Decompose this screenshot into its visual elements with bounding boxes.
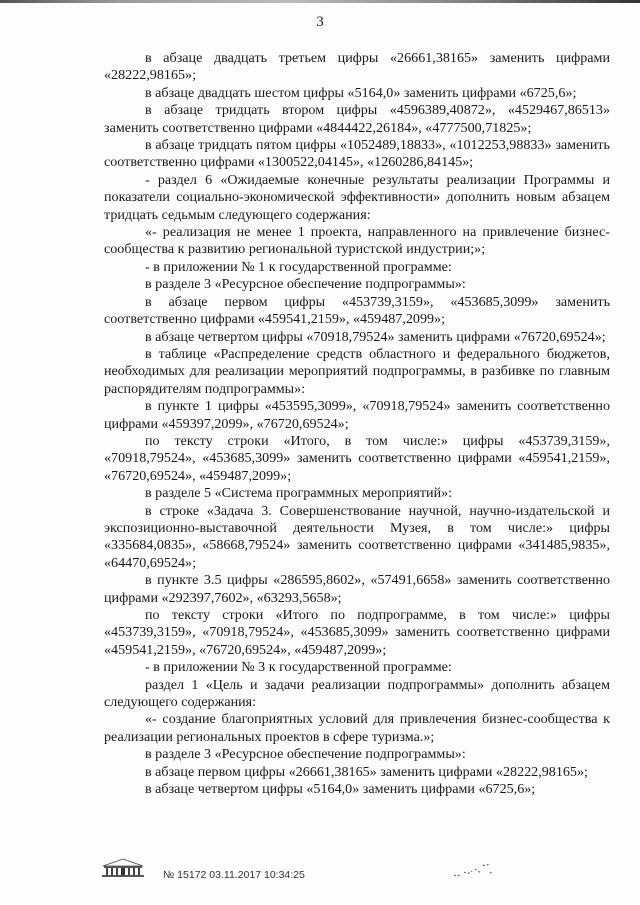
- page-number: 3: [316, 14, 324, 30]
- paragraph: в абзаце двадцать шестом цифры «5164,0» заменить цифрами «6725,6»;: [145, 84, 577, 101]
- paragraph: в абзаце первом цифры «26661,38165» заменить цифрами «28222,98165»;: [145, 763, 588, 780]
- paragraph: в разделе 5 «Система программных мероприятий»:: [145, 485, 453, 502]
- paragraph: в пункте 1 цифры «453595,3099», «70918,79524» заменить соответственно цифрами «459397,2099», «76720,69524»;: [104, 398, 610, 432]
- building-icon: [100, 858, 146, 880]
- document-body: [104, 50, 610, 798]
- paragraph: в абзаце четвертом цифры «5164,0» заменить цифрами «6725,6»;: [145, 781, 536, 798]
- paragraph: раздел 1 «Цель и задачи реализации подпрограммы» дополнить абзацем следующего содержания:: [104, 676, 610, 711]
- paragraph: по тексту строки «Итого по подпрограмме, в том числе:» цифры «453739,3159», «70918,79524», «453685,3099» заменить соответственно цифрами «459541,2159», «76720,69524», «459487,2099»;: [104, 607, 610, 658]
- registration-stamp: № 15172 03.11.2017 10:34:25: [163, 869, 305, 881]
- paragraph: в абзаце тридцать пятом цифры «1052489,18833», «1012253,98833» заменить соответственно цифрами «1300522,04145», «1260286,84145»;: [104, 137, 610, 171]
- paragraph: - в приложении № 1 к государственной программе:: [145, 258, 452, 275]
- government-building-logo: [100, 858, 146, 885]
- paragraph: по тексту строки «Итого, в том числе:» цифры «453739,3159», «70918,79524», «453685,3099» заменить соответственно цифрами «459541,2159», «76720,69524», «459487,2099»;: [104, 432, 610, 484]
- paragraph: в разделе 3 «Ресурсное обеспечение подпрограммы»:: [145, 746, 466, 763]
- paragraph: - в приложении № 3 к государственной программе:: [145, 659, 452, 676]
- paragraph: в абзаце четвертом цифры «70918,79524» заменить цифрами «76720,69524»;: [145, 328, 606, 345]
- scan-edge-line: [0, 0, 640, 3]
- paragraph: - раздел 6 «Ожидаемые конечные результаты реализации Программы и показатели социально-экономической эффективности» дополнить новым абзацем тридцать седьмым следующего содержания:: [104, 171, 610, 223]
- paragraph: в строке «Задача 3. Совершенствование научной, научно-издательской и экспозиционно-выставочной деятельности Музея, в том числе:» цифры «335684,0835», «58668,79524» заменить соответственно цифрами «341485,9835», «64470,69524»;: [104, 502, 610, 571]
- paragraph: в абзаце двадцать третьем цифры «26661,38165» заменить цифрами «28222,98165»;: [104, 50, 610, 84]
- handwritten-mark: [450, 860, 500, 887]
- paragraph: «- реализация не менее 1 проекта, направленного на привлечение бизнес-сообщества к развитию региональной туристской индустрии;»;: [104, 224, 610, 258]
- paragraph: «- создание благоприятных условий для привлечения бизнес-сообщества к реализации региональных проектов в сфере туризма.»;: [104, 711, 610, 745]
- paragraph: в пункте 3.5 цифры «286595,8602», «57491,6658» заменить соответственно цифрами «292397,7602», «63293,5658»;: [104, 572, 610, 606]
- paragraph: в абзаце тридцать втором цифры «4596389,40872», «4529467,86513» заменить соответственно цифрами «4844422,26184», «4777500,71825»;: [104, 102, 610, 136]
- paragraph: в таблице «Распределение средств областного и федерального бюджетов, необходимых для реализации мероприятий подпрограммы, в разбивке по главным распорядителям подпрограммы»:: [104, 345, 610, 397]
- paragraph: в разделе 3 «Ресурсное обеспечение подпрограммы»:: [145, 276, 466, 293]
- paragraph: в абзаце первом цифры «453739,3159», «453685,3099» заменить соответственно цифрами «459541,2159», «459487,2099»;: [104, 293, 610, 328]
